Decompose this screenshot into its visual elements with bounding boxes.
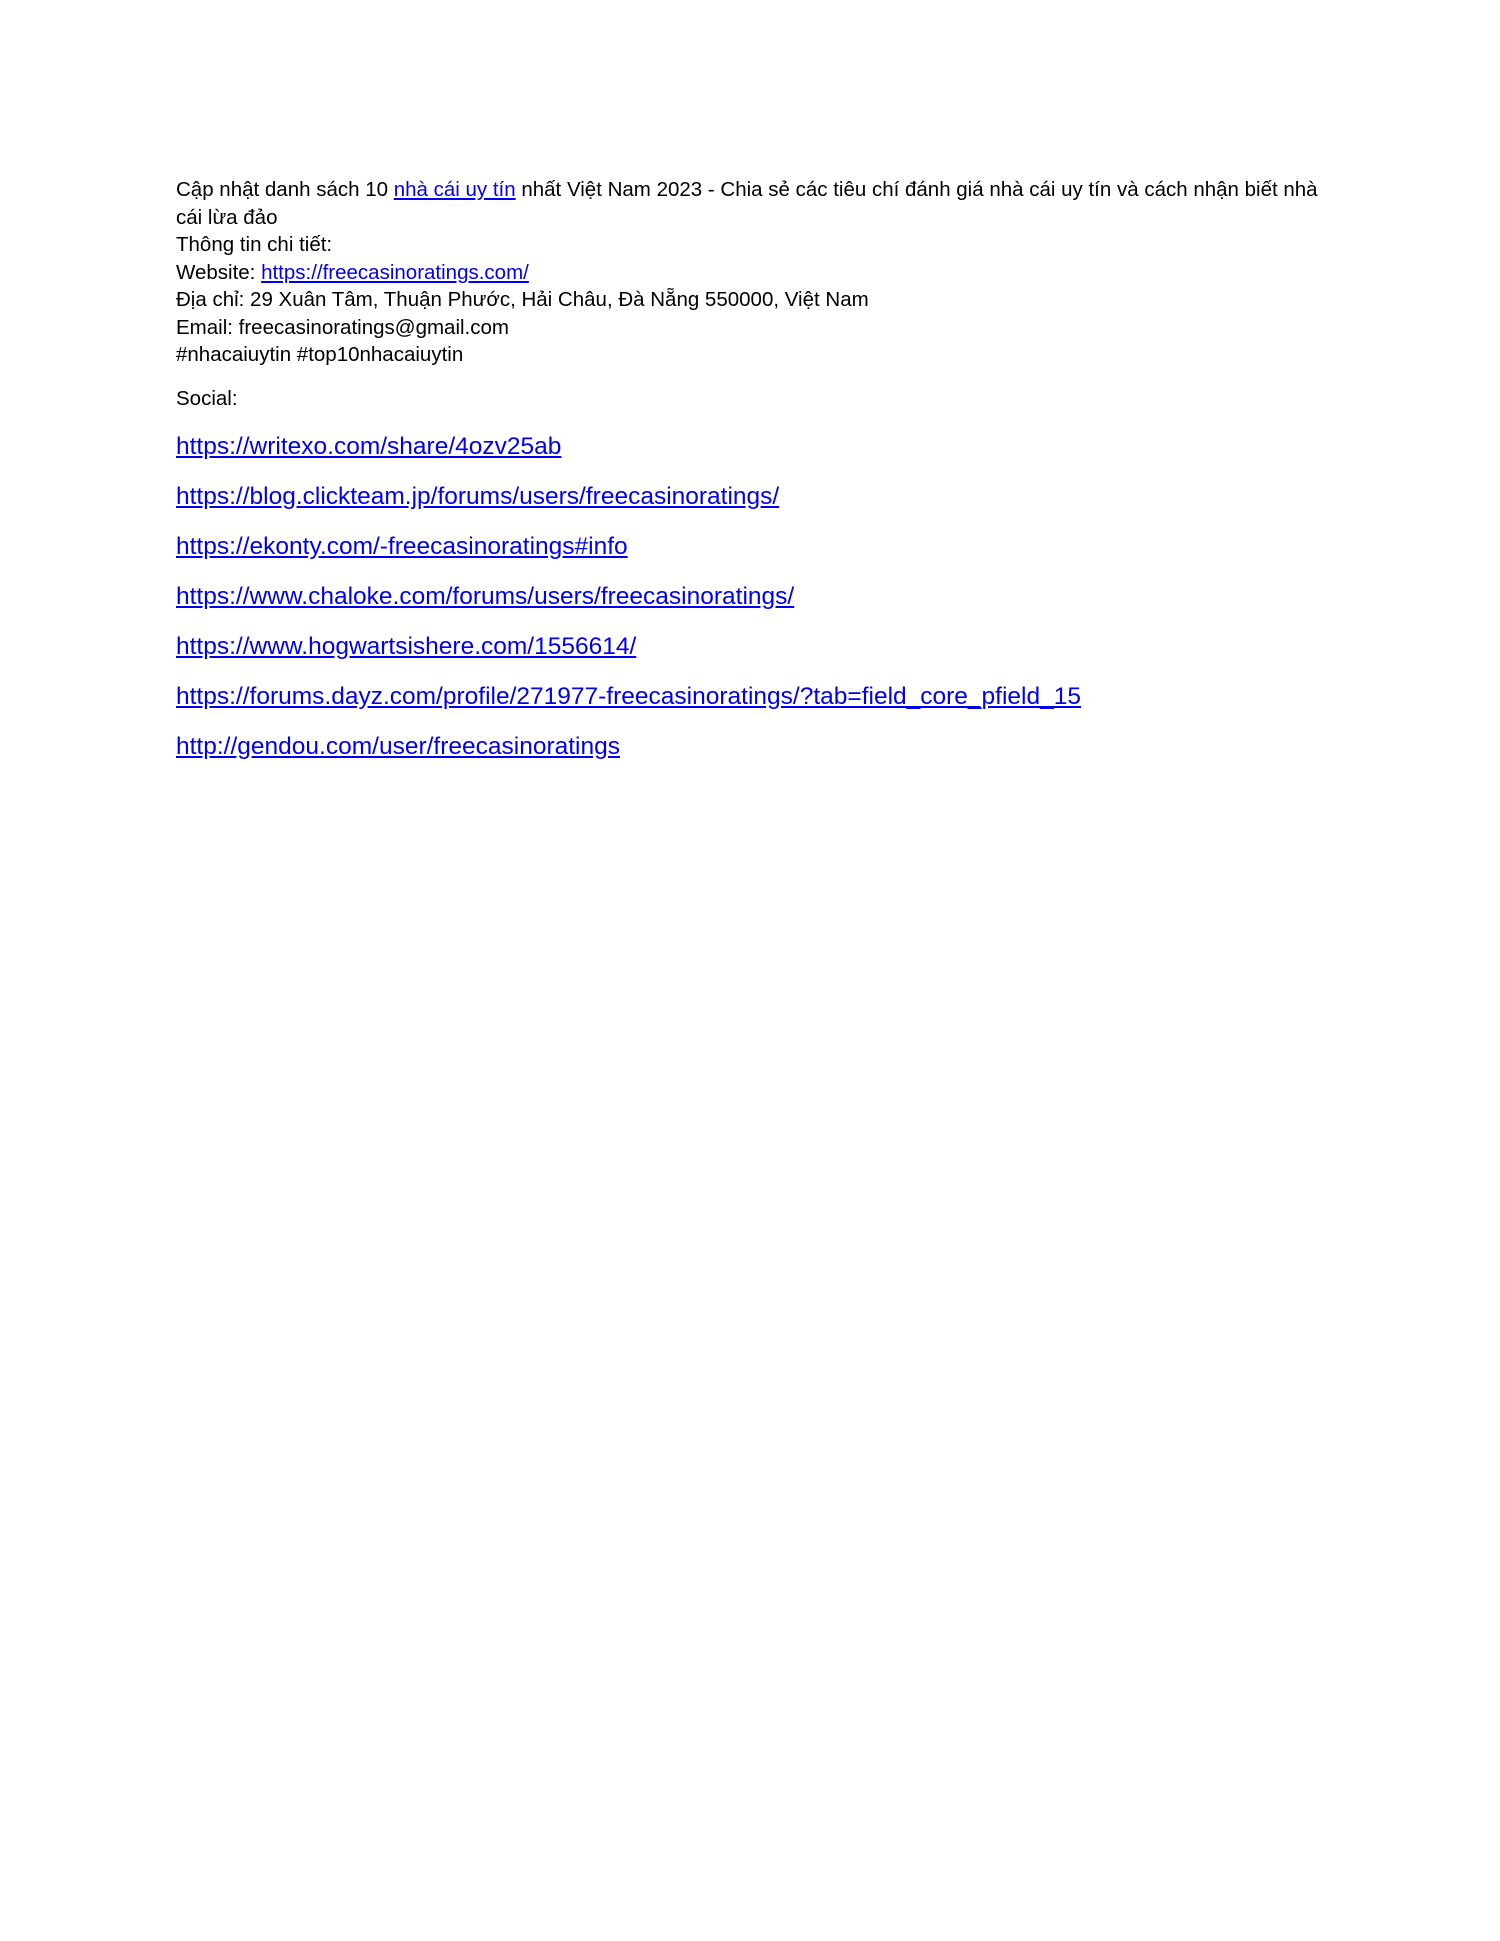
trusted-bookmaker-link[interactable]: nhà cái uy tín	[393, 178, 516, 201]
address-line: Địa chỉ: 29 Xuân Tâm, Thuận Phước, Hải Châu, Đà Nẵng 550000, Việt Nam	[176, 288, 869, 311]
intro-text-end: nhất Việt Nam 2023 - Chia sẻ các tiêu chí đánh giá nhà cái uy tín và cách nhận biết nhà cái lừa đảo	[176, 178, 1318, 229]
social-link-writexo[interactable]: https://writexo.com/share/4ozv25ab	[176, 432, 562, 460]
social-link-gendou[interactable]: http://gendou.com/user/freecasinoratings	[176, 732, 620, 760]
social-link-dayz[interactable]: https://forums.dayz.com/profile/271977-freecasinoratings/?tab=field_core_pfield_15	[176, 682, 1081, 710]
details-label: Thông tin chi tiết:	[176, 233, 333, 256]
intro-text-start: Cập nhật danh sách 10	[176, 178, 394, 201]
document-body	[176, 176, 1326, 782]
social-label: Social:	[176, 386, 238, 410]
social-link-hogwartsishere[interactable]: https://www.hogwartsishere.com/1556614/	[176, 632, 637, 660]
social-link-chaloke[interactable]: https://www.chaloke.com/forums/users/freecasinoratings/	[176, 582, 795, 610]
social-links-list	[176, 432, 1326, 762]
social-link-ekonty[interactable]: https://ekonty.com/-freecasinoratings#info	[176, 532, 628, 560]
website-label: Website:	[176, 260, 262, 284]
hashtags-line: #nhacaiuytin #top10nhacaiuytin	[176, 343, 464, 366]
intro-block	[176, 176, 1326, 369]
website-line	[176, 259, 1326, 287]
social-link-clickteam[interactable]: https://blog.clickteam.jp/forums/users/freecasinoratings/	[176, 482, 780, 510]
intro-paragraph	[176, 176, 1326, 231]
email-line: Email: freecasinoratings@gmail.com	[176, 315, 509, 339]
website-link[interactable]: https://freecasinoratings.com/	[261, 260, 529, 284]
